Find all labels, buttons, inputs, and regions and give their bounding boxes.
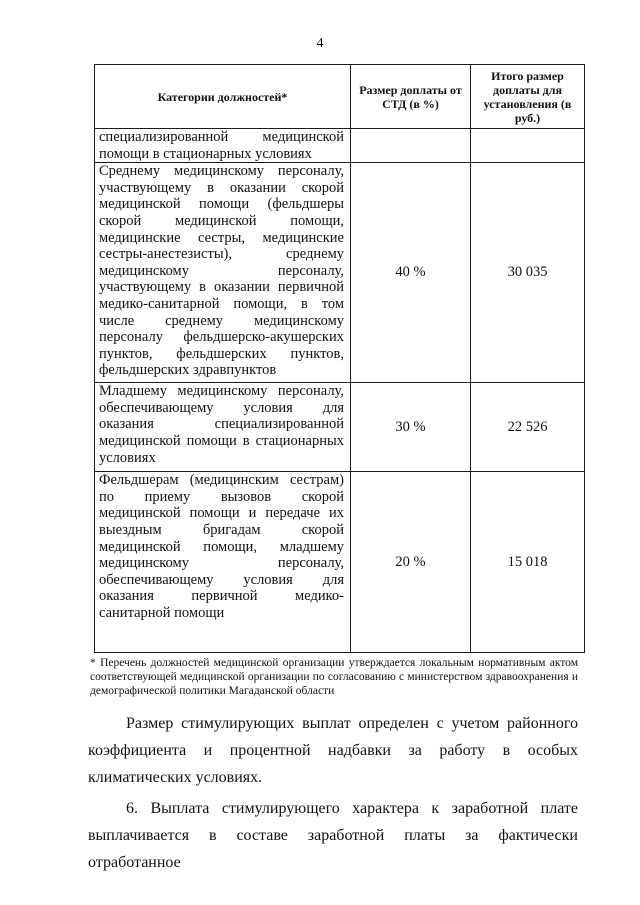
category-cell: Младшему медицинскому персоналу, обеспечивающему условия для оказания специализированной медицинской помощи в стационарных условиях [95,383,351,472]
header-amount: Итого размер доплаты для установления (в руб.) [471,65,585,129]
table-row [95,163,585,383]
percent-cell [351,129,471,163]
table-row [95,472,585,653]
table-header-row [95,65,585,129]
table-row [95,383,585,472]
category-cell: Среднему медицинскому персоналу, участвующему в оказании скорой медицинской помощи (фельдшеры скорой медицинской помощи, медицинские сестры, медицинские сестры-анестезисты), среднему медицинскому персоналу, участвующему в оказании первичной медико-санитарной помощи, в том числе среднему медицинскому персоналу фельдшерско-акушерских пунктов, фельдшерских пунктов, фельдшерских здравпунктов [95,163,351,383]
percent-cell: 30 % [351,383,471,472]
amount-cell: 22 526 [471,383,585,472]
percent-cell: 40 % [351,163,471,383]
footnote: * Перечень должностей медицинской организации утверждается локальным нормативным актом соответствующей медицинской организации по согласованию с министерством здравоохранения и демографической политики Магаданской области [90,657,578,697]
amount-cell: 30 035 [471,163,585,383]
percent-cell: 20 % [351,472,471,653]
body-paragraph: 6. Выплата стимулирующего характера к заработной плате выплачивается в составе заработной платы за фактически отработанное [88,800,578,871]
body-paragraph: Размер стимулирующих выплат определен с учетом районного коэффициента и процентной надбавки за работу в особых климатических условиях. [88,715,578,786]
amount-cell [471,129,585,163]
allowance-table [94,64,585,653]
page-number: 4 [316,36,324,51]
header-category: Категории должностей* [95,65,351,129]
category-cell: Фельдшерам (медицинским сестрам) по приему вызовов скорой медицинской помощи и передаче их выездным бригадам скорой медицинской помощи, младшему медицинскому персоналу, обеспечивающему условия для оказания первичной медико-санитарной помощи [95,472,351,653]
category-cell: специализированной медицинской помощи в стационарных условиях [95,129,351,163]
amount-cell: 15 018 [471,472,585,653]
table-row [95,129,585,163]
header-percent: Размер доплаты от СТД (в %) [351,65,471,129]
